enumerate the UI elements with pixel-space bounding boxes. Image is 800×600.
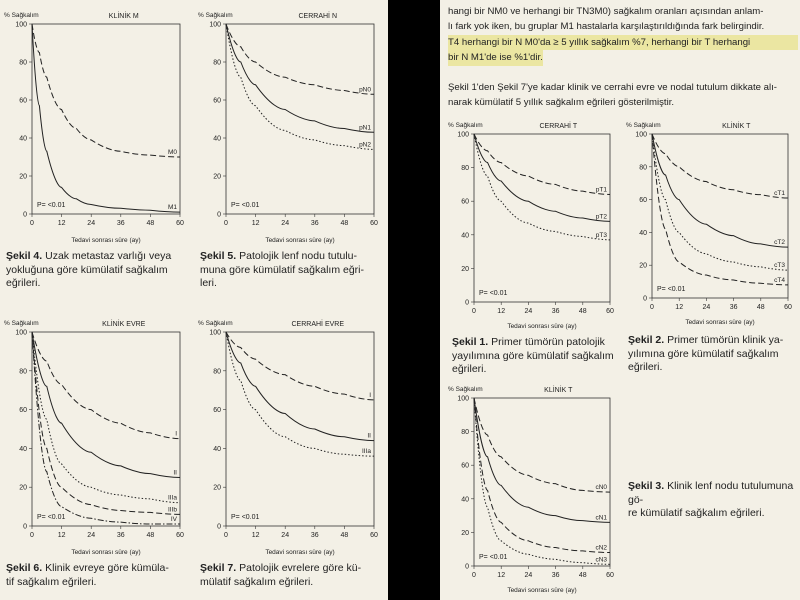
chart-title: KLİNİK EVRE	[102, 321, 146, 328]
x-axis-label: Tedavi sonrası süre (ay)	[265, 237, 335, 244]
y-tick-label: 0	[643, 295, 647, 303]
plot-frame	[32, 24, 180, 214]
series-label-m0: M0	[167, 149, 177, 156]
y-tick-label: 100	[209, 21, 221, 29]
y-tick-label: 80	[461, 165, 469, 173]
series-label-cn1: cN1	[595, 514, 607, 522]
caption-text-line: Uzak metastaz varlığı veya	[45, 250, 172, 262]
series-label-cn2: cN2	[595, 544, 607, 552]
highlighted-line: T4 herhangi bir N M0'da ≥ 5 yıllık sağkalım %7, herhangi bir T herhangi	[448, 35, 798, 50]
figure-7	[196, 316, 382, 560]
y-tick-label: 20	[19, 484, 27, 492]
y-tick-label: 80	[19, 59, 27, 67]
series-line-m1	[32, 24, 180, 212]
figure-6	[2, 316, 188, 560]
text-line: narak kümülatif 5 yıllık sağkalım eğrileri gösterilmiştir.	[448, 97, 675, 109]
caption-text-line: eğrileri.	[6, 277, 41, 289]
series-line-iiib	[32, 332, 180, 514]
x-tick-label: 36	[551, 572, 560, 579]
series-label-pt1: pT1	[595, 186, 607, 194]
series-label-ct3: cT3	[774, 262, 785, 270]
x-tick-label: 60	[784, 304, 792, 311]
y-axis-label: % Sağkalım	[448, 122, 483, 129]
x-tick-label: 36	[729, 304, 738, 311]
caption-text-line: leri.	[200, 277, 217, 289]
y-axis-label: % Sağkalım	[4, 12, 39, 19]
text-line: lı fark yok iken, bu gruplar M1 hastalarla karşılaştırıldığında fark belirgindir.	[448, 21, 765, 33]
x-axis-label: Tedavi sonrası süre (ay)	[265, 549, 335, 556]
caption-text-line: Patolojik evrelere göre kü-	[239, 562, 362, 574]
figure-4	[2, 8, 188, 248]
series-label-iv: IV	[170, 516, 177, 524]
series-line-pn2	[226, 24, 374, 149]
caption-text-line: yayılımına göre kümülatif sağkalım	[452, 349, 614, 362]
x-tick-label: 0	[224, 220, 228, 227]
x-tick-label: 48	[578, 572, 587, 579]
x-tick-label: 24	[524, 572, 533, 579]
y-tick-label: 20	[213, 173, 221, 181]
series-line-pt3	[474, 134, 610, 240]
x-tick-label: 60	[370, 220, 378, 227]
y-tick-label: 20	[213, 484, 221, 492]
x-tick-label: 48	[340, 532, 349, 539]
x-tick-label: 36	[310, 220, 319, 227]
y-axis-label: % Sağkalım	[198, 12, 233, 19]
y-tick-label: 100	[457, 131, 469, 139]
caption-text-line: Primer tümörün patolojik	[491, 336, 605, 348]
y-tick-label: 40	[19, 445, 27, 453]
y-tick-label: 60	[19, 97, 27, 105]
caption-text-line: tif sağkalım eğrileri.	[6, 575, 97, 588]
y-tick-label: 20	[461, 529, 469, 537]
figure-1	[446, 118, 618, 334]
caption-figure-6	[6, 562, 191, 589]
x-axis-label: Tedavi sonrası süre (ay)	[507, 587, 577, 594]
caption-number: Şekil 6.	[6, 562, 46, 574]
x-tick-label: 0	[30, 532, 34, 539]
series-line-ii	[32, 332, 180, 478]
y-tick-label: 0	[23, 211, 27, 219]
y-tick-label: 100	[635, 131, 647, 139]
chart-title: CERRAHİ T	[539, 123, 578, 130]
series-label-pn0: pN0	[359, 86, 371, 94]
y-tick-label: 20	[639, 262, 647, 270]
y-tick-label: 0	[217, 523, 221, 531]
series-line-pt1	[474, 134, 610, 194]
series-line-ii	[226, 332, 374, 441]
y-axis-label: % Sağkalım	[4, 320, 39, 327]
plot-frame	[226, 24, 374, 214]
series-line-ct4	[652, 134, 788, 285]
y-tick-label: 100	[457, 395, 469, 403]
series-label-iiia: IIIa	[361, 448, 371, 456]
x-tick-label: 60	[370, 532, 378, 539]
y-axis-label: % Sağkalım	[448, 386, 483, 393]
y-tick-label: 20	[19, 173, 27, 181]
y-tick-label: 0	[465, 563, 469, 571]
x-tick-label: 48	[146, 532, 155, 539]
x-tick-label: 48	[756, 304, 765, 311]
series-label-pt2: pT2	[595, 213, 607, 221]
y-tick-label: 80	[461, 429, 469, 437]
x-tick-label: 0	[650, 304, 654, 311]
plot-frame	[226, 332, 374, 526]
chart-title: KLİNİK T	[544, 387, 573, 394]
x-tick-label: 12	[497, 308, 506, 315]
p-value-label: P= <0.01	[231, 202, 260, 209]
x-tick-label: 0	[30, 220, 34, 227]
y-tick-label: 80	[213, 368, 221, 376]
series-line-cn3	[474, 398, 610, 564]
caption-text-line: yılımına göre kümülatif sağkalım	[628, 347, 779, 360]
x-tick-label: 0	[472, 308, 476, 315]
x-tick-label: 60	[176, 220, 184, 227]
caption-number: Şekil 3.	[628, 480, 668, 492]
caption-number: Şekil 7.	[200, 562, 240, 574]
series-label-ct1: cT1	[774, 189, 785, 197]
chart-title: KLİNİK M	[108, 13, 139, 20]
caption-number: Şekil 2.	[628, 334, 668, 346]
caption-figure-4	[6, 250, 191, 291]
series-line-iv	[32, 332, 180, 524]
series-label-m1: M1	[167, 204, 177, 212]
y-tick-label: 80	[19, 368, 27, 376]
x-tick-label: 0	[472, 572, 476, 579]
series-label-cn0: cN0	[595, 484, 607, 492]
figure-3	[446, 382, 618, 598]
caption-text-line: re kümülatif sağkalım eğrileri.	[628, 507, 765, 519]
x-tick-label: 60	[606, 308, 614, 315]
series-line-pn0	[226, 24, 374, 94]
caption-text-line: yokluğuna göre kümülatif sağkalım	[6, 263, 168, 276]
series-label-cn3: cN3	[595, 556, 607, 564]
y-tick-label: 20	[461, 265, 469, 273]
caption-text-line: muna göre kümülatif sağkalım eğri-	[200, 263, 364, 276]
series-line-iiia	[226, 332, 374, 456]
y-tick-label: 60	[213, 97, 221, 105]
series-line-pn1	[226, 24, 374, 132]
caption-number: Şekil 5.	[200, 250, 240, 262]
x-tick-label: 12	[57, 532, 66, 539]
x-tick-label: 36	[116, 220, 125, 227]
x-tick-label: 12	[497, 572, 506, 579]
caption-text-line: eğrileri.	[452, 363, 487, 375]
x-tick-label: 36	[310, 532, 319, 539]
chart-svg	[196, 316, 382, 560]
p-value-label: P= <0.01	[479, 554, 508, 561]
chart-svg	[624, 118, 796, 330]
plot-frame	[474, 398, 610, 566]
x-tick-label: 36	[551, 308, 560, 315]
y-tick-label: 100	[15, 329, 27, 337]
series-line-cn1	[474, 398, 610, 522]
x-tick-label: 48	[146, 220, 155, 227]
p-value-label: P= <0.01	[37, 202, 66, 209]
p-value-label: P= <0.01	[657, 286, 686, 293]
x-tick-label: 24	[281, 220, 290, 227]
caption-number: Şekil 1.	[452, 336, 492, 348]
chart-svg	[2, 8, 188, 248]
y-tick-label: 0	[465, 299, 469, 307]
x-tick-label: 0	[224, 532, 228, 539]
caption-figure-7	[200, 562, 385, 589]
series-label-pn2: pN2	[359, 141, 371, 149]
series-label-ii: II	[173, 469, 177, 477]
series-label-i: I	[369, 391, 371, 399]
continuation-paragraph	[448, 4, 798, 66]
series-label-i: I	[175, 430, 177, 438]
x-tick-label: 24	[87, 532, 96, 539]
caption-figure-2	[628, 334, 798, 375]
y-tick-label: 0	[217, 211, 221, 219]
y-tick-label: 100	[15, 21, 27, 29]
caption-text-line: Primer tümörün klinik ya-	[667, 334, 784, 346]
x-axis-label: Tedavi sonrası süre (ay)	[71, 549, 141, 556]
series-label-iiia: IIIa	[167, 494, 177, 502]
x-tick-label: 24	[87, 220, 96, 227]
y-tick-label: 40	[639, 229, 647, 237]
intro-paragraph	[448, 80, 798, 111]
y-tick-label: 40	[213, 445, 221, 453]
chart-svg	[446, 382, 618, 598]
chart-title: KLİNİK T	[722, 123, 751, 130]
caption-text-line: Klinik evreye göre kümüla-	[45, 562, 169, 574]
chart-svg	[2, 316, 188, 560]
caption-figure-3	[628, 480, 798, 521]
x-axis-label: Tedavi sonrası süre (ay)	[507, 323, 577, 330]
x-axis-label: Tedavi sonrası süre (ay)	[71, 237, 141, 244]
y-tick-label: 40	[461, 232, 469, 240]
y-tick-label: 80	[213, 59, 221, 67]
y-axis-label: % Sağkalım	[626, 122, 661, 129]
x-tick-label: 12	[675, 304, 684, 311]
y-tick-label: 40	[461, 496, 469, 504]
figure-5	[196, 8, 382, 248]
x-axis-label: Tedavi sonrası süre (ay)	[685, 319, 755, 326]
plot-frame	[32, 332, 180, 526]
series-label-ii: II	[367, 432, 371, 440]
plot-frame	[652, 134, 788, 298]
caption-number: Şekil 4.	[6, 250, 46, 262]
caption-text-line: eğrileri.	[628, 361, 663, 373]
x-tick-label: 36	[116, 532, 125, 539]
caption-figure-1	[452, 336, 622, 377]
series-line-ct2	[652, 134, 788, 247]
y-tick-label: 100	[209, 329, 221, 337]
series-label-ct4: cT4	[774, 276, 785, 284]
series-line-ct3	[652, 134, 788, 270]
x-tick-label: 48	[340, 220, 349, 227]
caption-figure-5	[200, 250, 385, 291]
series-label-iiib: IIIb	[167, 506, 177, 514]
chart-title: CERRAHİ N	[298, 13, 338, 20]
x-tick-label: 12	[57, 220, 66, 227]
x-tick-label: 12	[251, 220, 260, 227]
series-label-pt3: pT3	[595, 231, 607, 239]
y-tick-label: 60	[213, 407, 221, 415]
chart-title: CERRAHİ EVRE	[291, 321, 345, 328]
series-line-i	[32, 332, 180, 439]
p-value-label: P= <0.01	[37, 514, 66, 521]
y-tick-label: 60	[19, 407, 27, 415]
y-tick-label: 0	[23, 523, 27, 531]
y-tick-label: 80	[639, 164, 647, 172]
x-tick-label: 60	[606, 572, 614, 579]
highlighted-line: bir N M1'de ise %1'dir.	[448, 50, 543, 65]
series-line-m0	[32, 24, 180, 157]
x-tick-label: 24	[702, 304, 711, 311]
text-line: hangi bir NM0 ve herhangi bir TN3M0) sağkalım oranları açısından anlam-	[448, 6, 764, 17]
y-tick-label: 60	[639, 197, 647, 205]
series-line-pt2	[474, 134, 610, 221]
y-tick-label: 60	[461, 198, 469, 206]
figure-2	[624, 118, 796, 330]
caption-text-line: mülatif sağkalım eğrileri.	[200, 575, 314, 588]
x-tick-label: 24	[281, 532, 290, 539]
series-label-ct2: cT2	[774, 239, 785, 247]
series-label-pn1: pN1	[359, 124, 371, 132]
text-line: Şekil 1'den Şekil 7'ye kadar klinik ve cerrahi evre ve nodal tutulum dikkate alı-	[448, 82, 777, 93]
p-value-label: P= <0.01	[231, 514, 260, 521]
y-tick-label: 40	[213, 135, 221, 143]
y-tick-label: 40	[19, 135, 27, 143]
p-value-label: P= <0.01	[479, 290, 508, 297]
x-tick-label: 12	[251, 532, 260, 539]
y-axis-label: % Sağkalım	[198, 320, 233, 327]
caption-text-line: Patolojik lenf nodu tutulu-	[239, 250, 358, 262]
x-tick-label: 60	[176, 532, 184, 539]
series-line-i	[226, 332, 374, 400]
chart-svg	[196, 8, 382, 248]
page-gutter	[388, 0, 440, 600]
chart-svg	[446, 118, 618, 334]
series-line-ct1	[652, 134, 788, 198]
series-line-iiia	[32, 332, 180, 503]
y-tick-label: 60	[461, 462, 469, 470]
x-tick-label: 48	[578, 308, 587, 315]
caption-text-line: Klinik lenf nodu tutulumuna gö-	[628, 480, 794, 506]
x-tick-label: 24	[524, 308, 533, 315]
